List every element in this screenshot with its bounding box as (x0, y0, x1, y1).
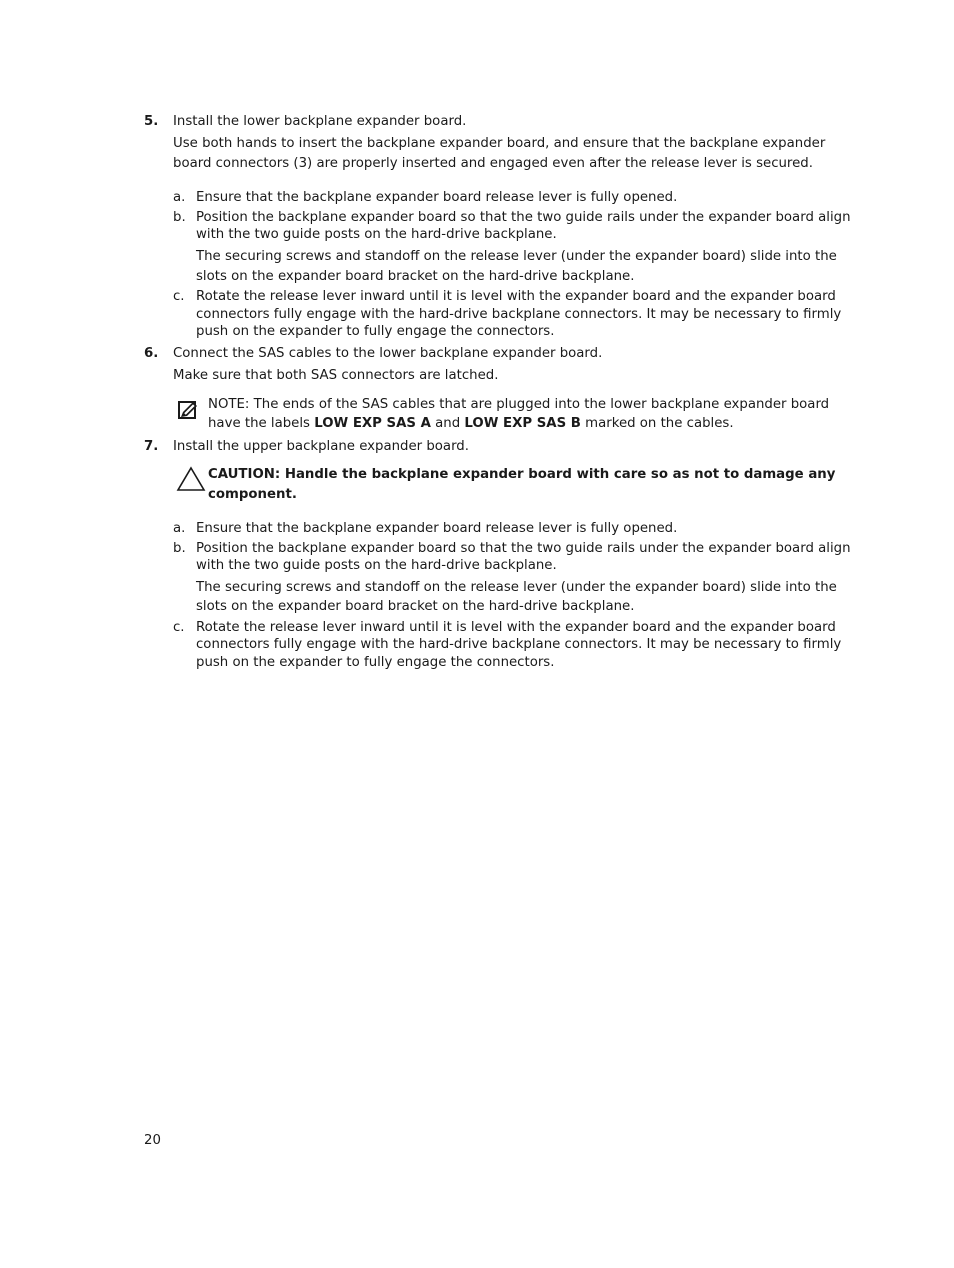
step-5-title: Install the lower backplane expander board. (173, 114, 467, 129)
note-line-2 (208, 415, 734, 433)
step-6-desc: Make sure that both SAS connectors are latched. (173, 368, 499, 383)
step-5-substep-c-line-2: connectors fully engage with the hard-drive backplane connectors. It may be necessary to firmly (196, 307, 842, 322)
step-5-substep-b-line-3: The securing screws and standoff on the release lever (under the expander board) slide into the (196, 249, 837, 264)
step-5-substep-c-line-3: push on the expander to fully engage the connectors. (196, 324, 555, 339)
step-number-7: 7. (144, 439, 159, 454)
page-number: 20 (144, 1133, 161, 1148)
step-5-substep-b-line-1: Position the backplane expander board so that the two guide rails under the expander board align (196, 210, 851, 225)
step-6-title: Connect the SAS cables to the lower backplane expander board. (173, 346, 603, 361)
caution-triangle-icon (176, 466, 206, 492)
step-7-substep-b-line-2: with the two guide posts on the hard-drive backplane. (196, 558, 557, 573)
step-7-substep-a-label: a. (173, 521, 186, 536)
step-5-desc-line-2: board connectors (3) are properly inserted and engaged even after the release lever is secured. (173, 156, 813, 171)
step-7-substep-a-text: Ensure that the backplane expander board release lever is fully opened. (196, 521, 678, 536)
note-text-mid: and (430, 416, 465, 431)
step-7-substep-c-line-3: push on the expander to fully engage the connectors. (196, 655, 555, 670)
step-5-substep-b-line-4: slots on the expander board bracket on the hard-drive backplane. (196, 269, 635, 284)
step-5-substep-a-label: a. (173, 190, 186, 205)
note-text: The ends of the SAS cables that are plugged into the lower backplane expander board (253, 397, 830, 412)
caution-line-2: component. (208, 487, 297, 502)
note-pencil-icon (176, 398, 200, 422)
step-7-substep-c-label: c. (173, 620, 185, 635)
step-number-5: 5. (144, 114, 159, 129)
step-5-substep-c-line-1: Rotate the release lever inward until it is level with the expander board and the expander board (196, 289, 836, 304)
step-5-substep-c-label: c. (173, 289, 185, 304)
note-text-post: marked on the cables. (580, 416, 734, 431)
step-5-substep-b-line-2: with the two guide posts on the hard-drive backplane. (196, 227, 557, 242)
step-7-substep-b-label: b. (173, 541, 186, 556)
step-7-title: Install the upper backplane expander board. (173, 439, 469, 454)
step-7-substep-c-line-2: connectors fully engage with the hard-drive backplane connectors. It may be necessary to firmly (196, 637, 842, 652)
note-label: NOTE: (208, 397, 250, 412)
step-7-substep-b-line-3: The securing screws and standoff on the release lever (under the expander board) slide into the (196, 580, 837, 595)
label-low-exp-sas-a: LOW EXP SAS A (314, 416, 431, 431)
step-7-substep-b-line-4: slots on the expander board bracket on the hard-drive backplane. (196, 599, 635, 614)
step-5-desc-line-1: Use both hands to insert the backplane expander board, and ensure that the backplane expander (173, 136, 826, 151)
label-low-exp-sas-b: LOW EXP SAS B (464, 416, 581, 431)
note-line-1 (208, 396, 829, 414)
step-7-substep-c-line-1: Rotate the release lever inward until it is level with the expander board and the expander board (196, 620, 836, 635)
step-7-substep-b-line-1: Position the backplane expander board so that the two guide rails under the expander board align (196, 541, 851, 556)
step-5-substep-a-text: Ensure that the backplane expander board release lever is fully opened. (196, 190, 678, 205)
caution-line-1: CAUTION: Handle the backplane expander board with care so as not to damage any (208, 467, 836, 482)
step-number-6: 6. (144, 346, 159, 361)
step-5-substep-b-label: b. (173, 210, 186, 225)
note-text-pre: have the labels (208, 416, 315, 431)
